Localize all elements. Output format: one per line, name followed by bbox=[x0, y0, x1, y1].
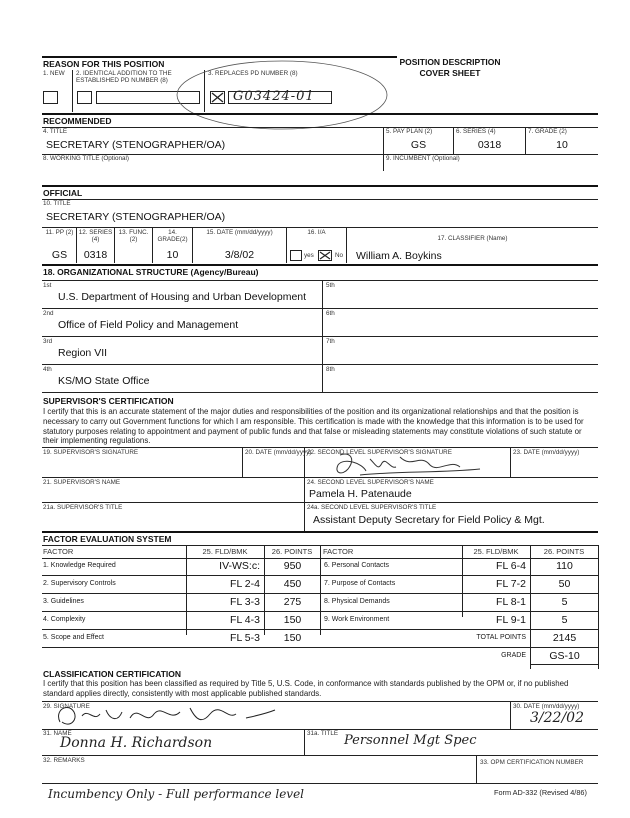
table-row-points: 5 bbox=[561, 596, 568, 608]
second-name-label: 24. SECOND LEVEL SUPERVISOR'S NAME bbox=[307, 479, 434, 486]
second-name-value: Pamela H. Patenaude bbox=[309, 488, 412, 500]
table-row-points: 275 bbox=[283, 596, 302, 608]
official-series-label: 12. SERIES (4) bbox=[78, 229, 113, 243]
table-row-factor: 7. Purpose of Contacts bbox=[324, 580, 396, 587]
table-row-points: 110 bbox=[556, 560, 573, 572]
pay-plan-value: GS bbox=[410, 139, 427, 151]
table-row-factor: 1. Knowledge Required bbox=[43, 562, 116, 569]
supervisor-sig-label: 19. SUPERVISOR'S SIGNATURE bbox=[43, 449, 139, 456]
remarks-value: Incumbency Only - Full performance level bbox=[48, 787, 305, 801]
classification-cert-text: I certify that this position has been classified as required by Title 5, U.S. Code, in conformance with standards published by the OPM or, if no published standard applies directly, consistently with most applicable published standards. bbox=[43, 679, 569, 698]
grade-value: 10 bbox=[556, 139, 568, 151]
official-series-value: 0318 bbox=[83, 249, 108, 261]
ia-label: 16. I/A bbox=[307, 229, 326, 236]
org-level-label: 6th bbox=[326, 310, 335, 317]
form-id: Form AD-332 (Revised 4/86) bbox=[494, 788, 587, 797]
form-title: POSITION DESCRIPTION bbox=[399, 57, 501, 67]
table-row-fld: FL 9-1 bbox=[496, 614, 526, 626]
official-grade-label: 14. GRADE(2) bbox=[157, 229, 188, 243]
classifier-name-label: 31. NAME bbox=[43, 730, 72, 737]
func-label: 13. FUNC.(2) bbox=[118, 229, 149, 243]
points-col-header: 26. POINTS bbox=[271, 547, 313, 556]
second-title-value: Assistant Deputy Secretary for Field Policy & Mgt. bbox=[313, 514, 545, 526]
classifier-title-label: 31a. TITLE bbox=[307, 730, 339, 737]
fld-col-header: 25. FLD/BMK bbox=[473, 547, 519, 556]
check-mark-icon bbox=[319, 251, 331, 260]
table-row-factor: 8. Physical Demands bbox=[324, 598, 390, 605]
pp-value: GS bbox=[51, 249, 68, 261]
replaces-pd-number-value: G03424-01 bbox=[233, 89, 315, 104]
table-row-points: 150 bbox=[283, 632, 302, 644]
org-structure-heading: 18. ORGANIZATIONAL STRUCTURE (Agency/Bureau) bbox=[43, 267, 259, 277]
classifier-title-value: Personnel Mgt Spec bbox=[344, 733, 477, 748]
new-checkbox[interactable] bbox=[43, 91, 58, 104]
table-row-factor: 3. Guidelines bbox=[43, 598, 84, 605]
org-level-1-value: U.S. Department of Housing and Urban Development bbox=[58, 291, 307, 303]
official-title-value: SECRETARY (STENOGRAPHER/OA) bbox=[46, 211, 226, 223]
supervisor-cert-heading: SUPERVISOR'S CERTIFICATION bbox=[43, 396, 174, 406]
table-row-factor: 9. Work Environment bbox=[324, 616, 390, 623]
classifier-name-value: Donna H. Richardson bbox=[60, 735, 213, 751]
second-title-label: 24a. SECOND LEVEL SUPERVISOR'S TITLE bbox=[307, 504, 437, 511]
table-row-fld: FL 4-3 bbox=[230, 614, 260, 626]
official-heading: OFFICIAL bbox=[43, 188, 83, 198]
second-date-label: 23. DATE (mm/dd/yyyy) bbox=[513, 449, 580, 456]
table-row-fld: FL 5-3 bbox=[230, 632, 260, 644]
second-sig-label: 22. SECOND LEVEL SUPERVISOR'S SIGNATURE bbox=[307, 449, 452, 456]
grade-label: 7. GRADE (2) bbox=[528, 128, 567, 135]
second-level-signature bbox=[320, 449, 490, 479]
hand-drawn-circle bbox=[170, 55, 400, 135]
table-row-fld: FL 6-4 bbox=[496, 560, 526, 572]
official-grade-value: 10 bbox=[166, 249, 179, 261]
new-label: 1. NEW bbox=[43, 70, 65, 77]
incumbent-label: 9. INCUMBENT (Optional) bbox=[386, 155, 460, 162]
title-label: 4. TITLE bbox=[43, 128, 68, 135]
table-row-points: 150 bbox=[283, 614, 302, 626]
total-points-label: TOTAL POINTS bbox=[476, 634, 526, 641]
factor-col-header: FACTOR bbox=[323, 547, 354, 556]
org-level-3-value: Region VII bbox=[58, 347, 108, 359]
factor-col-header: FACTOR bbox=[43, 547, 74, 556]
table-row-fld: FL 2-4 bbox=[230, 578, 260, 590]
org-level-2-value: Office of Field Policy and Management bbox=[58, 319, 239, 331]
table-row-fld: FL 3-3 bbox=[230, 596, 260, 608]
fld-col-header: 25. FLD/BMK bbox=[202, 547, 248, 556]
table-row-points: 50 bbox=[558, 578, 571, 590]
identical-label: 2. IDENTICAL ADDITION TO THE ESTABLISHED PD NUMBER (8) bbox=[76, 70, 172, 84]
org-level-label: 2nd bbox=[43, 310, 54, 317]
official-title-label: 10. TITLE bbox=[43, 200, 71, 207]
working-title-label: 8. WORKING TITLE (Optional) bbox=[43, 155, 129, 162]
recommended-title-value: SECRETARY (STENOGRAPHER/OA) bbox=[46, 139, 226, 151]
classifier-date-label: 30. DATE (mm/dd/yyyy) bbox=[513, 703, 580, 710]
table-row-factor: 2. Supervisory Controls bbox=[43, 580, 116, 587]
points-col-header: 26. POINTS bbox=[543, 547, 585, 556]
series-value: 0318 bbox=[477, 139, 502, 151]
ia-yes-label: yes bbox=[304, 252, 314, 259]
grade-result-label: GRADE bbox=[501, 652, 526, 659]
org-level-label: 8th bbox=[326, 366, 335, 373]
supervisor-date-label: 20. DATE (mm/dd/yyyy) bbox=[245, 449, 312, 456]
pay-plan-label: 5. PAY PLAN (2) bbox=[386, 128, 433, 135]
table-row-factor: 6. Personal Contacts bbox=[324, 562, 389, 569]
table-row-factor: 4. Complexity bbox=[43, 616, 86, 623]
series-label: 6. SERIES (4) bbox=[456, 128, 496, 135]
remarks-label: 32. REMARKS bbox=[43, 757, 85, 764]
ia-no-label: No bbox=[335, 252, 344, 259]
form-subtitle: COVER SHEET bbox=[419, 68, 481, 78]
classifier-sig-label: 29. SIGNATURE bbox=[43, 703, 90, 710]
org-level-label: 1st bbox=[43, 282, 52, 289]
total-points-value: 2145 bbox=[552, 632, 577, 644]
org-level-4-value: KS/MO State Office bbox=[58, 375, 150, 387]
replaces-label: 3. REPLACES PD NUMBER (8) bbox=[208, 70, 298, 77]
recommended-heading: RECOMMENDED bbox=[43, 116, 112, 126]
identical-checkbox[interactable] bbox=[77, 91, 92, 104]
table-row-fld: FL 7-2 bbox=[496, 578, 526, 590]
org-level-label: 7th bbox=[326, 338, 335, 345]
supervisor-name-label: 21. SUPERVISOR'S NAME bbox=[43, 479, 121, 486]
supervisor-title-label: 21a. SUPERVISOR'S TITLE bbox=[43, 504, 123, 511]
ia-yes-checkbox[interactable] bbox=[290, 250, 302, 261]
classifier-signature bbox=[50, 700, 280, 732]
classifier-label: 17. CLASSIFIER (Name) bbox=[437, 235, 508, 242]
classification-cert-heading: CLASSIFICATION CERTIFICATION bbox=[43, 669, 182, 679]
opm-cert-label: 33. OPM CERTIFICATION NUMBER bbox=[480, 759, 584, 766]
org-level-label: 5th bbox=[326, 282, 335, 289]
pp-label: 11. PP (2) bbox=[45, 229, 74, 236]
table-row-points: 950 bbox=[283, 560, 302, 572]
table-row-factor: 5. Scope and Effect bbox=[43, 634, 104, 641]
grade-result-value: GS-10 bbox=[549, 650, 580, 662]
reason-heading: REASON FOR THIS POSITION bbox=[43, 59, 165, 69]
table-row-points: 450 bbox=[283, 578, 302, 590]
table-row-fld: IV-WS:c: bbox=[219, 560, 260, 572]
date-label: 15. DATE (mm/dd/yyyy) bbox=[206, 229, 273, 236]
org-level-label: 3rd bbox=[43, 338, 53, 345]
classifier-date-value: 3/22/02 bbox=[530, 710, 584, 726]
date-value: 3/8/02 bbox=[224, 249, 255, 261]
factor-eval-heading: FACTOR EVALUATION SYSTEM bbox=[43, 534, 172, 544]
classifier-value: William A. Boykins bbox=[356, 250, 442, 262]
table-row-fld: FL 8-1 bbox=[496, 596, 526, 608]
ia-no-checkbox[interactable] bbox=[318, 250, 332, 261]
supervisor-cert-text: I certify that this is an accurate statement of the major duties and responsibilities of the position and its organizational relationships and that the position is necessary to carry out Government functions for which I am responsible. This certification is made with the knowledge that this information is to be used for statutory purposes relating to appointment and payment of public funds and that false or misleading statements may constitute violations of such statute or their implementing regulations. bbox=[43, 407, 584, 446]
table-row-points: 5 bbox=[561, 614, 568, 626]
org-level-label: 4th bbox=[43, 366, 52, 373]
